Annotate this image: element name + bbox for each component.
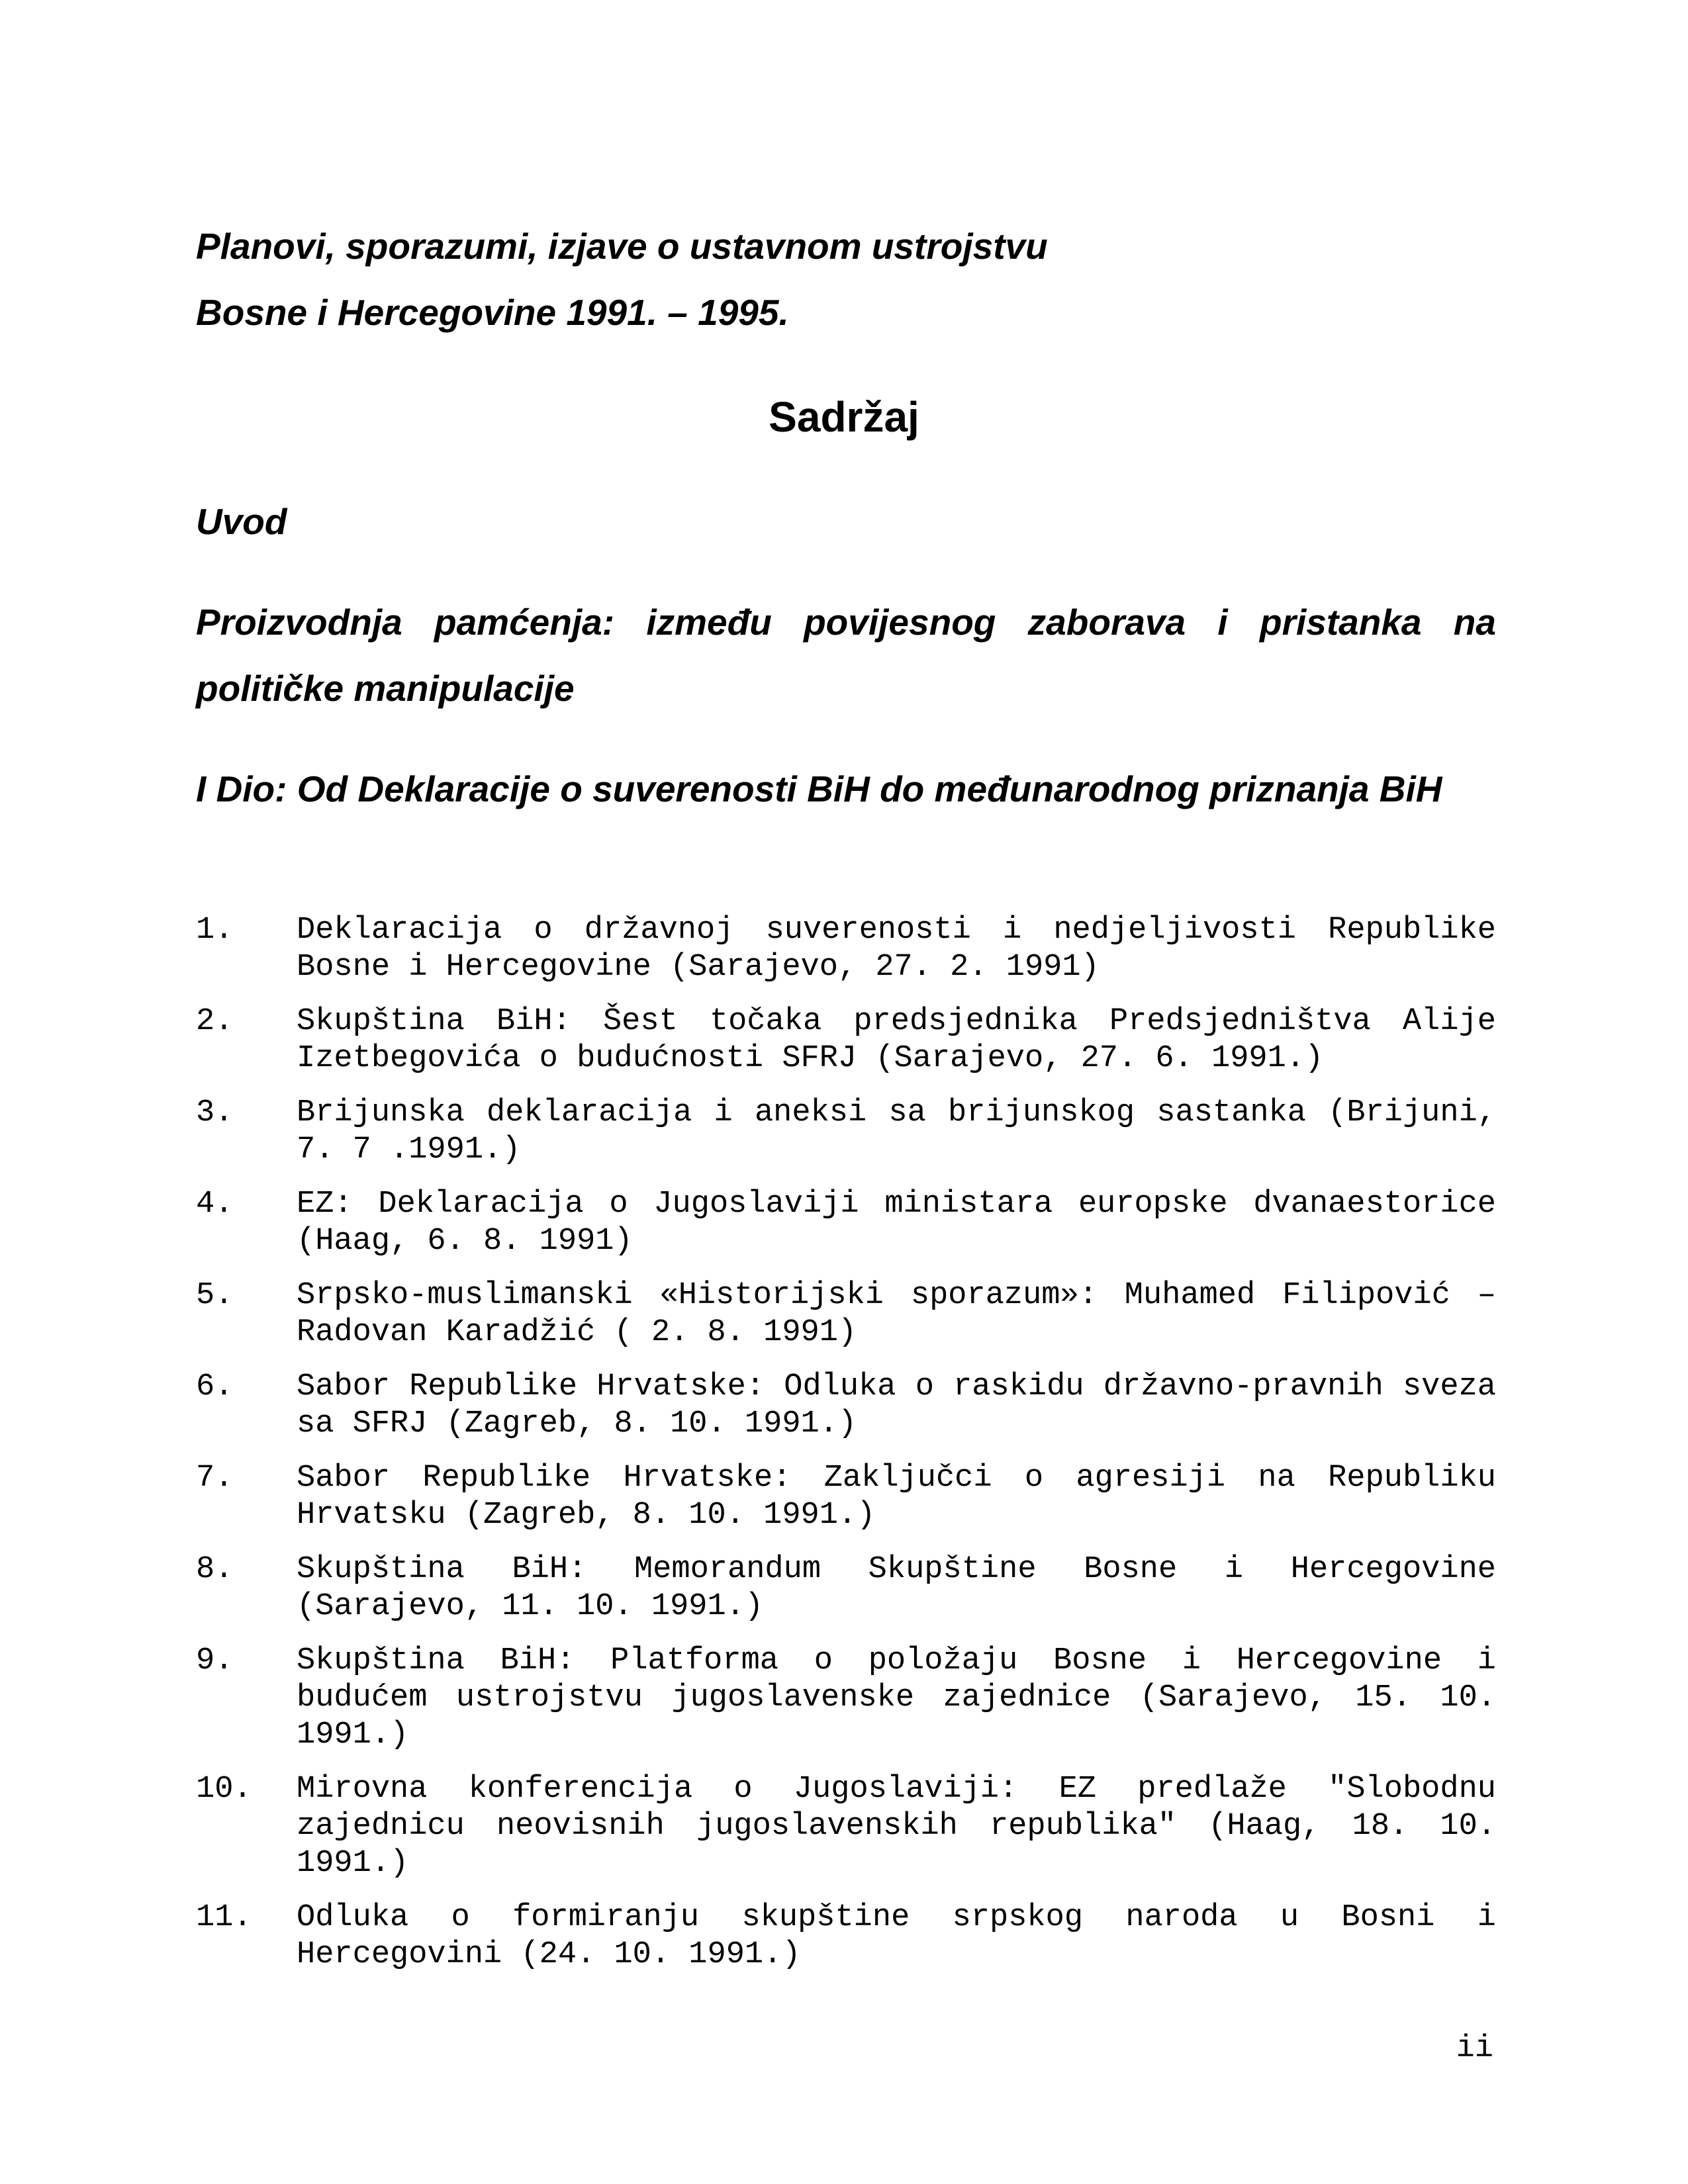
- entry-text: Sabor Republike Hrvatske: Zaključci o agresiji na Republiku Hrvatsku (Zagreb, 8. 10. 1991.): [297, 1461, 1496, 1533]
- entry-text: EZ: Deklaracija o Jugoslaviji ministara europske dvanaestorice (Haag, 6. 8. 1991): [297, 1187, 1496, 1259]
- entry-text: Skupština BiH: Memorandum Skupštine Bosne i Hercegovine (Sarajevo, 11. 10. 1991.): [297, 1552, 1496, 1624]
- page-number: ii: [1456, 2031, 1493, 2066]
- entry-text: Brijunska deklaracija i aneksi sa brijunskog sastanka (Brijuni, 7. 7 .1991.): [297, 1095, 1496, 1167]
- entry-text: Mirovna konferencija o Jugoslaviji: EZ predlaže "Slobodnu zajednicu neovisnih jugoslavenskih republika" (Haag, 18. 10. 1991.): [297, 1772, 1496, 1881]
- document-title: [196, 213, 1493, 345]
- entry-number: 8.: [196, 1552, 234, 1587]
- toc-entry: [196, 912, 1496, 986]
- entry-number: 3.: [196, 1095, 234, 1130]
- entry-text: Sabor Republike Hrvatske: Odluka o raskidu državno-pravnih sveza sa SFRJ (Zagreb, 8. 10. 1991.): [297, 1369, 1496, 1441]
- toc-entry-list: [196, 912, 1496, 1991]
- toc-entry: [196, 1771, 1496, 1882]
- intro-label: Uvod: [196, 501, 287, 542]
- intro-heading: Proizvodnja pamćenja: između povijesnog zaborava i pristanka na političke manipulacije: [196, 602, 1496, 709]
- entry-number: 7.: [196, 1461, 234, 1496]
- entry-number: 10.: [196, 1772, 252, 1807]
- toc-entry: [196, 1277, 1496, 1351]
- entry-text: Deklaracija o državnoj suverenosti i nedjeljivosti Republike Bosne i Hercegovine (Sarajevo, 27. 2. 1991): [297, 913, 1496, 985]
- toc-entry: [196, 1551, 1496, 1625]
- entry-number: 11.: [196, 1900, 252, 1935]
- entry-number: 5.: [196, 1278, 234, 1313]
- toc-entry: [196, 1186, 1496, 1260]
- entry-text: Skupština BiH: Šest točaka predsjednika Predsjedništva Alije Izetbegovića o budućnosti SFRJ (Sarajevo, 27. 6. 1991.): [297, 1004, 1496, 1076]
- entry-number: 1.: [196, 913, 234, 948]
- toc-title: Sadržaj: [769, 393, 919, 441]
- toc-entry: [196, 1369, 1496, 1443]
- entry-number: 2.: [196, 1004, 234, 1039]
- part-heading: I Dio: Od Deklaracije o suverenosti BiH do međunarodnog priznanja BiH: [196, 768, 1442, 809]
- entry-number: 9.: [196, 1643, 234, 1678]
- toc-entry: [196, 1899, 1496, 1974]
- entry-text: Srpsko-muslimanski «Historijski sporazum»: Muhamed Filipović – Radovan Karadžić ( 2. 8. 1991): [297, 1278, 1496, 1350]
- toc-entry: [196, 1095, 1496, 1169]
- entry-text: Odluka o formiranju skupštine srpskog naroda u Bosni i Hercegovini (24. 10. 1991.): [297, 1900, 1496, 1972]
- entry-number: 4.: [196, 1187, 234, 1222]
- title-line-2: Bosne i Hercegovine 1991. – 1995.: [196, 292, 789, 333]
- title-line-1: Planovi, sporazumi, izjave o ustavnom ustrojstvu: [196, 226, 1048, 267]
- toc-entry: [196, 1003, 1496, 1077]
- toc-entry: [196, 1643, 1496, 1754]
- entry-number: 6.: [196, 1369, 234, 1404]
- entry-text: Skupština BiH: Platforma o položaju Bosne i Hercegovine i budućem ustrojstvu jugoslavenske zajednice (Sarajevo, 15. 10. 1991.): [297, 1643, 1496, 1752]
- toc-entry: [196, 1460, 1496, 1534]
